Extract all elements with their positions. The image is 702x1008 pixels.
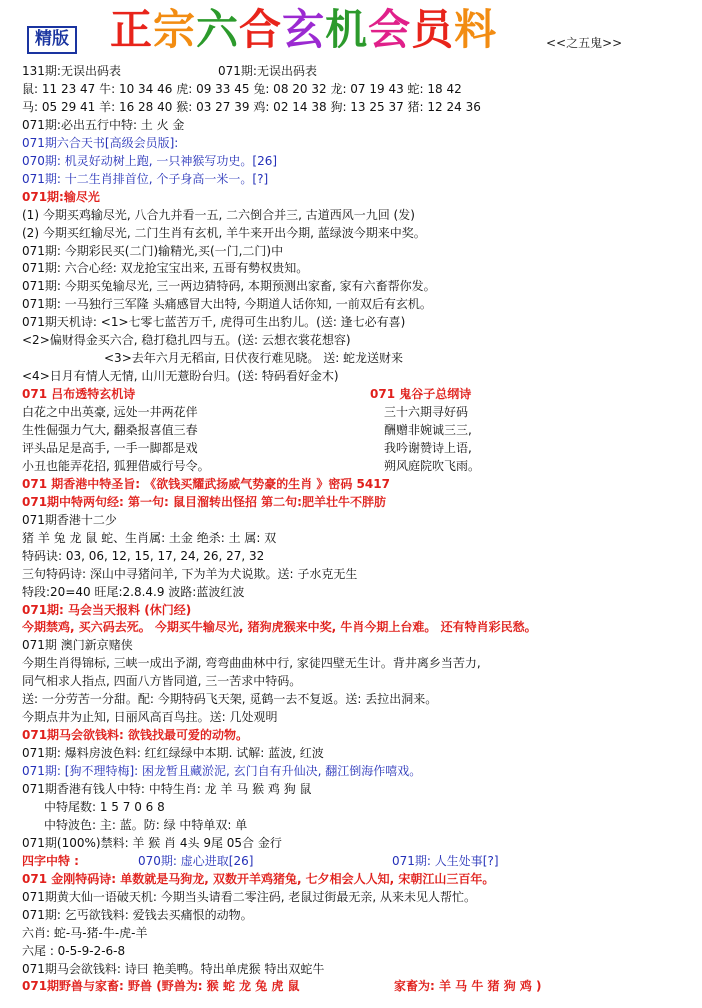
text-segment: 131期:无误出码表 [22,64,121,78]
text-line [22,924,702,942]
text-line [22,385,702,403]
title-char: 员 [411,5,455,54]
text-line [22,170,702,188]
text-segment: 071期野兽与家畜: 野兽 (野兽为: 猴 蛇 龙 兔 虎 鼠 [22,979,300,994]
text-segment: 今期点井为止知, 日丽风高百鸟拄。送: 几处观明 [22,710,278,725]
text-segment: <2>偏财得金买六合, 稳打稳扎四与五。(送: 云想衣裳花想容) [22,333,351,348]
text-line [22,188,702,206]
text-line [22,295,702,313]
text-segment: 我吟谢赞诗上语, [384,440,472,455]
text-segment: 070期: 机灵好动树上跑, 一只神猴写功史。[26] [22,153,278,168]
text-line [22,421,702,439]
title-char: 合 [239,5,283,54]
text-line [22,439,702,457]
text-segment: 071期天机诗: <1>七零七蓝苦万千, 虎得可生出豹儿。(送: 逢七必有喜) [22,315,406,330]
text-segment: 071期:输尽光 [22,189,100,204]
text-segment: 071期:无误出码表 [218,64,317,78]
text-segment: 四字中特 : [22,853,79,868]
text-segment: 朔风庭院吹飞雨。 [384,458,481,473]
text-line [22,798,702,816]
text-segment: 070期: 虚心进取[26] [138,853,254,868]
title-char: 玄 [282,5,326,54]
text-segment: 071期中特两句经: 第一句: 鼠目溜转出怪招 第二句:肥羊壮牛不胖肪 [22,494,386,509]
text-segment: 071 吕布透特玄机诗 [22,387,136,402]
text-segment: 今期生肖得锦标, 三峡一成出予湖, 弯弯曲曲林中行, 家徒四壁无生计。背井离乡当苦力, [22,656,481,671]
text-line [22,493,702,511]
text-segment: 071期黄大仙一语破天机: 今期当头请看二零注码, 老鼠过街最无亲, 从来未见人帮忙。 [22,889,477,904]
text-segment: 071 期香港中特圣旨: 《欲钱买耀武扬威气势豪的生肖 》密码 5417 [22,476,390,491]
title-char: 会 [368,5,412,54]
text-segment: 071期:必出五行中特: 土 火 金 [22,117,185,132]
text-segment: 071期六合天书[高级会员版]: [22,135,179,150]
text-line [22,511,702,529]
text-line [22,259,702,277]
text-segment: 特码诀: 03, 06, 12, 15, 17, 24, 26, 27, 32 [22,548,265,563]
text-line [22,116,702,134]
text-line [22,816,702,834]
text-segment: 中特波色: 主: 蓝。防: 绿 中特单双: 单 [44,817,248,832]
text-line [22,780,702,798]
header [0,0,702,58]
text-line [22,475,702,493]
text-line [22,367,702,385]
text-line [22,565,702,583]
text-line [22,547,702,565]
text-segment: (1) 今期买鸡输尽光, 八合九并看一五, 二六倒合并三, 古道西风一九回 (发) [22,207,415,222]
text-segment: 小丑也能弄花招, 狐狸借威行号令。 [22,458,210,473]
text-segment: 特段:20=40 旺尾:2.8.4.9 波路:蓝波红波 [22,584,245,599]
text-segment: 六肖: 蛇-马-猪-牛-虎-羊 [22,925,148,940]
text-line [22,331,702,349]
text-line [22,242,702,260]
text-line [22,977,702,995]
text-segment: 鼠: 11 23 47 牛: 10 34 46 虎: 09 33 45 兔: 08 20 32 龙: 07 19 43 蛇: 18 42 [22,81,462,96]
text-line [22,942,702,960]
text-segment: 071期: 今期买兔输尽光, 三一两边猜特码, 本期预测出家畜, 家有六畜帮你发。 [22,279,436,294]
title-char: 宗 [153,5,197,54]
text-line [22,224,702,242]
text-line [22,834,702,852]
text-line [22,618,702,636]
text-segment: 酬赠非婉诚三三, [384,423,472,437]
text-line [22,654,702,672]
text-segment: 中特尾数: 1 5 7 0 6 8 [44,799,165,814]
text-line [22,80,702,98]
text-segment: 071期 澳门新京赌侠 [22,638,133,653]
text-segment: 071期: 乞丐欲钱料: 爱钱去买痛恨的动物。 [22,907,253,922]
text-segment: 三句特码诗: 深山中寻猪问羊, 下为羊为犬说欺。送: 子水克无生 [22,566,358,581]
text-segment: 今期禁鸡, 买六码去死。 今期买牛输尽光, 猪狗虎猴来中奖, 牛肖今期上台难。 还有特肖彩民愁。 [22,620,537,635]
text-segment: 马: 05 29 41 羊: 16 28 40 猴: 03 27 39 鸡: 02 14 38 狗: 13 25 37 猪: 12 24 36 [22,99,481,114]
text-segment: 071期香港有钱人中特: 中特生肖: 龙 羊 马 猴 鸡 狗 鼠 [22,782,312,796]
text-line [22,762,702,780]
text-segment: 送: 一分劳苦一分甜。配: 今期特码飞天架, 觅鹤一去不复返。送: 丢拉出洞来。 [22,692,438,707]
text-line [22,888,702,906]
text-segment: 生性倔强力气大, 翻桑报喜值三春 [22,423,198,437]
title-char: 料 [454,5,498,54]
text-segment: 071期: 十二生肖排首位, 个子身高一米一。[?] [22,171,269,186]
text-segment: 猪 羊 兔 龙 鼠 蛇、生肖属: 土金 绝杀: 土 属: 双 [22,530,277,545]
text-line [22,636,702,654]
text-line [22,313,702,331]
title-char: 六 [196,5,240,54]
text-line [22,870,702,888]
text-line [22,852,702,870]
text-segment: 071 金刚特码诗: 单数就是马狗龙, 双数开羊鸡猪兔, 七夕相会人人知, 宋朝江山三百年。 [22,871,495,886]
page-title [110,2,497,58]
edition-badge: 精版 [27,26,77,54]
text-line [22,403,702,421]
text-line [22,134,702,152]
text-line [22,62,702,80]
text-line [22,744,702,762]
text-segment: 071期: 马会当天报料 (休门经) [22,602,192,617]
text-segment: <3>去年六月无稻亩, 日伏夜行难见晓。 送: 蛇龙送财来 [104,351,404,366]
text-segment: 071期: 六合心经: 双龙抢宝宝出来, 五哥有勢权贵知。 [22,261,309,276]
text-line [22,457,702,475]
title-char: 正 [110,5,154,54]
text-segment: 071期香港十二少 [22,512,117,527]
text-segment: <4>日月有情人无情, 山川无薏盼台归。(送: 特码看好金木) [22,369,339,384]
text-segment: 071 鬼谷子总纲诗 [370,387,472,402]
text-segment: 三十六期寻好码 [384,405,469,420]
text-segment: 071期(100%)禁料: 羊 猴 肖 4头 9尾 05合 金行 [22,835,282,850]
text-segment: 071期马会欲钱料: 欲钱找最可爱的动物。 [22,728,249,743]
text-line [22,349,702,367]
text-line [22,960,702,978]
text-line [22,708,702,726]
text-line [22,277,702,295]
text-segment: 071期: 今期彩民买(二门)输精光,买(一门,二门)中 [22,243,284,258]
text-line [22,98,702,116]
text-segment: 071期: [狗不理特梅]: 困龙暂且藏淤泥, 玄门自有升仙决, 翻江倒海作嘻戏。 [22,764,422,779]
title-char: 机 [325,5,369,54]
text-segment: 071期: 一马独行三军隆 头痛感冒大出特, 今期道人话你知, 一前双后有玄机。 [22,297,432,312]
text-line [22,690,702,708]
text-segment: 071期: 爆料房波色料: 红红绿绿中本期. 试解: 蓝波, 红波 [22,746,324,761]
text-segment: 071期: 人生处事[?] [392,853,499,868]
text-line [22,601,702,619]
text-segment: 同气相求人指点, 四面八方皆同道, 三一苦求中特码。 [22,674,302,689]
text-line [22,206,702,224]
text-line [22,583,702,601]
text-segment: 评头品足是高手, 一手一脚都是戏 [22,440,198,455]
text-segment: 白花之中出英豪, 远处一井两花伴 [22,405,198,420]
text-line [22,906,702,924]
text-segment: (2) 今期买红输尽光, 二门生肖有玄机, 羊牛来开出今期, 蓝绿波今期来中奖。 [22,225,426,240]
text-segment: 家畜为: 羊 马 牛 猪 狗 鸡 ) [394,979,542,994]
text-segment: 六尾 : 0-5-9-2-6-8 [22,943,126,958]
text-line [22,152,702,170]
text-line [22,529,702,547]
text-line [22,672,702,690]
subtitle-tag: <<之五鬼>> [546,36,623,50]
text-line [22,726,702,744]
text-segment: 071期马会欲钱料: 诗曰 艳美鸭。特出单虎猴 特出双蛇牛 [22,961,325,976]
